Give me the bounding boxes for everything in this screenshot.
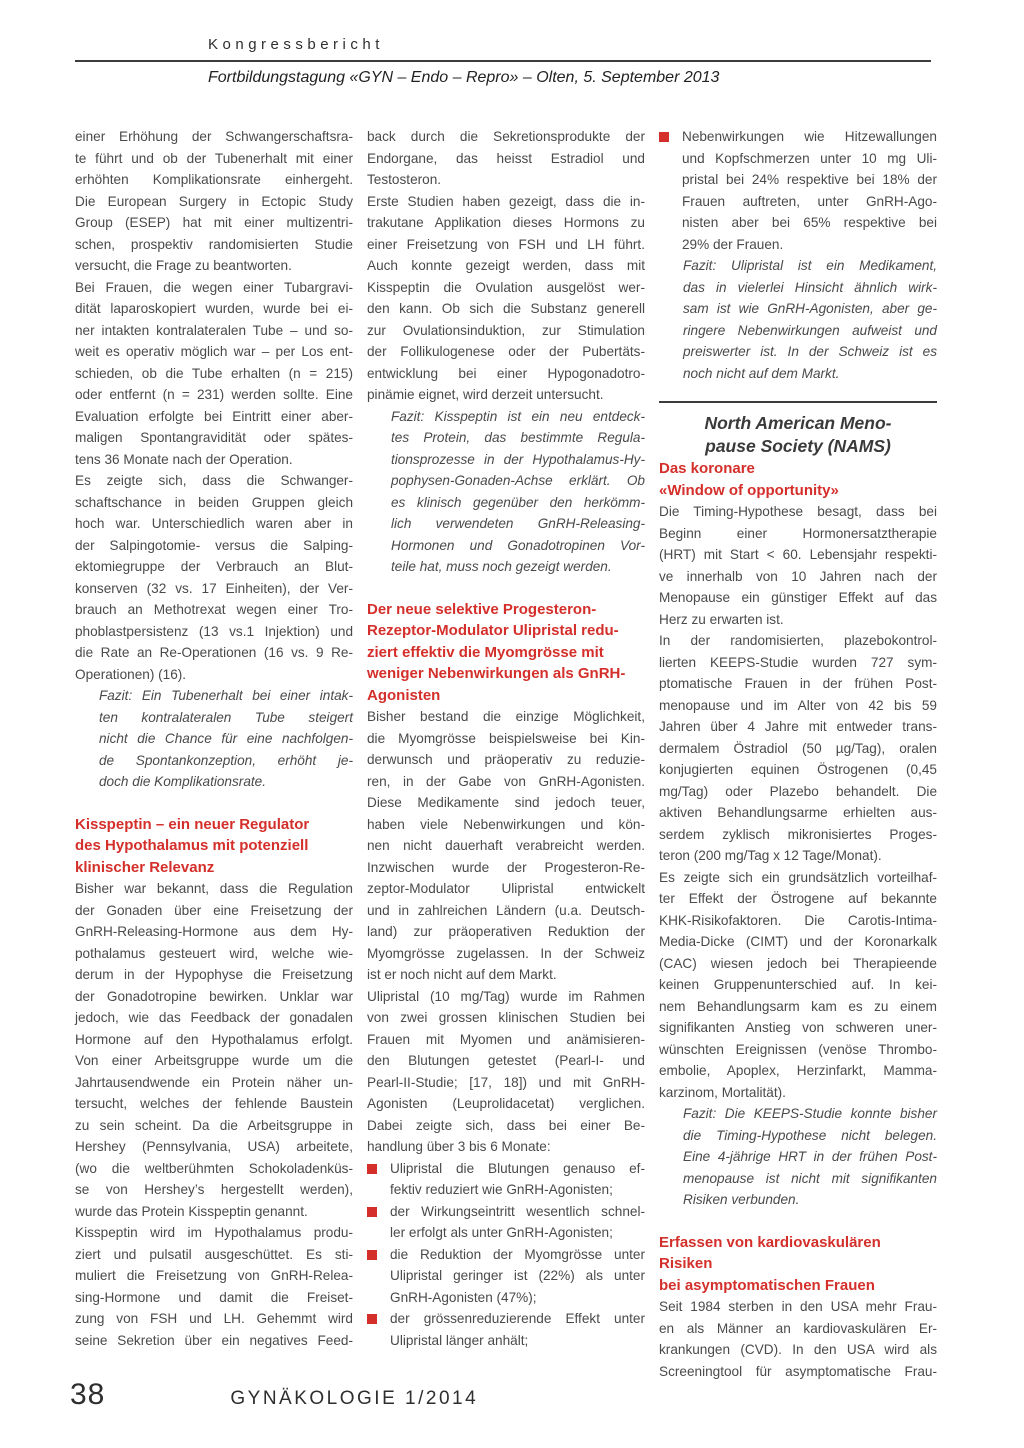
text-line: handlung über 3 bis 6 Monate: <box>367 1139 551 1154</box>
text-line: ner intakten kontralateralen Tube – und so- <box>75 322 353 338</box>
text-line: einer Freisetzung von FSH und LH führt. <box>367 236 645 252</box>
text-line: pophysen-Gonaden-Achse erklärt. Ob <box>391 473 645 488</box>
text-line: wurde das Protein Kisspeptin genannt. <box>75 1203 308 1219</box>
red-subheading <box>659 1232 937 1297</box>
text-line: fektiv reduziert wie GnRH-Agonisten; <box>390 1182 613 1197</box>
text-line: krankungen (CVD). In den USA wird als <box>659 1342 937 1357</box>
text-line: Jahrtausendwende ein Protein näher un- <box>75 1074 353 1090</box>
text-line: Ulipristal die Blutungen genauso ef- <box>390 1160 645 1176</box>
text-line: Fazit: Ulipristal ist ein Medikament, <box>683 258 937 273</box>
text-line: die Myomgrösse beispielsweise bei Kin- <box>367 730 645 746</box>
text-line: pristal bei 24% respektive bei 18% der <box>682 172 937 187</box>
text-line: Screeningtool für asymptomatische Frau- <box>659 1363 937 1379</box>
text-line: wünschten Ereignissen (venöse Thrombo- <box>659 1041 937 1057</box>
text-line: ringere Nebenwirkungen aufweist und <box>683 322 937 338</box>
text-line: Endorgane, das heisst Estradiol und <box>367 150 645 166</box>
text-line: (HRT) mit Start < 60. Lebensjahr respekti- <box>659 547 937 562</box>
body-paragraph <box>75 277 353 471</box>
text-line: sing-Hormone und damit die Freiset- <box>75 1289 353 1305</box>
text-line: Eine 4-jährige HRT in der frühen Post- <box>683 1149 937 1164</box>
text-line: pothalamus gesteuert wird, welche wie- <box>75 945 353 961</box>
text-line: erhöhten Komplikationsrate einhergeht. <box>75 172 353 187</box>
text-line: Menopause ein günstiger Effekt auf das <box>659 590 937 605</box>
text-line: sam ist wie GnRH-Agonisten, aber ge- <box>683 301 937 316</box>
heading-line: Rezeptor-Modulator Ulipristal redu- <box>367 622 619 639</box>
text-line: schieden, ob die Tube erhalten (n = 215) <box>75 365 353 381</box>
heading-line: klinischer Relevanz <box>75 858 215 876</box>
header-rule <box>75 60 931 62</box>
text-line: es klinisch gegenüber den herkömm- <box>391 494 645 510</box>
bullet-list <box>367 1158 645 1352</box>
text-line: tionsprozesse in der Hypothalamus-Hy- <box>391 451 645 467</box>
red-square-bullet-icon <box>367 1314 377 1324</box>
bullet-item <box>659 126 937 255</box>
article-columns <box>75 126 937 1382</box>
text-line: zu sein scheint. Da die Arbeitsgruppe in <box>75 1117 353 1133</box>
text-line: se von Hershey’s hergestellt werden), <box>75 1182 353 1197</box>
body-paragraph <box>367 986 645 1158</box>
text-line: schaftschance in beiden Gruppen gleich <box>75 494 353 510</box>
text-line: Es zeigte sich, dass die Schwanger- <box>75 473 353 488</box>
text-line: Evaluation erfolgte bei Eintritt einer aber- <box>75 408 353 424</box>
heading-line: Kisspeptin – ein neuer Regulator <box>75 815 310 833</box>
text-line: Seit 1984 sterben in den USA mehr Frau- <box>659 1299 937 1314</box>
text-line: das in vielerlei Hinsicht ähnlich wirk- <box>683 279 937 295</box>
text-line: von zwei grossen klinischen Studien bei <box>367 1010 645 1025</box>
text-line: phoblastpersistenz (13 vs.1 Injektion) und <box>75 623 353 639</box>
text-line: Group (ESEP) hat mit einer multizentri- <box>75 215 353 230</box>
text-line: Die Timing-Hypothese besagt, dass bei <box>659 504 937 519</box>
red-square-bullet-icon <box>367 1250 377 1260</box>
text-line: ten kontralateralen Tube steigert <box>99 709 353 725</box>
text-line: KHK-Risikofaktoren. Die Carotis-Intima- <box>659 912 937 928</box>
text-line: tes Protein, das bestimmte Regula- <box>391 430 645 445</box>
text-line: oder entfernt (n = 231) werden sollte. Eine <box>75 387 353 402</box>
text-line: Frauen mit Myomen und anämisieren- <box>367 1031 645 1047</box>
text-line: Agonisten (Leuprolidacetat) verglichen. <box>367 1096 645 1111</box>
text-line: die Timing-Hypothese nicht belegen. <box>683 1127 937 1143</box>
text-line: ler erfolgt als unter GnRH-Agonisten; <box>390 1225 613 1240</box>
bullet-item <box>367 1308 645 1351</box>
body-paragraph <box>659 630 937 867</box>
text-line: doch die Komplikationsrate. <box>99 774 266 789</box>
fazit-paragraph <box>75 685 353 793</box>
red-subheading <box>367 599 645 707</box>
text-line: Die European Surgery in Ectopic Study <box>75 193 353 209</box>
body-paragraph <box>75 1222 353 1351</box>
text-line: GnRH-Releasing-Hormone aus dem Hy- <box>75 924 353 939</box>
text-line: Hormonen und Gonadotropinen Vor- <box>391 537 645 553</box>
text-line: der Salpingotomie- versus die Salping- <box>75 537 353 553</box>
heading-line: weniger Nebenwirkungen als GnRH- <box>367 665 626 682</box>
fazit-paragraph <box>659 1103 937 1211</box>
text-line: Kisspeptin die Ovulation ausgelöst wer- <box>367 279 645 295</box>
body-paragraph <box>367 706 645 986</box>
society-section-title <box>659 412 937 458</box>
text-line: embolie, Apoplex, Herzinfarkt, Mamma- <box>659 1063 937 1078</box>
text-line: back durch die Sekretionsprodukte der <box>367 129 645 144</box>
heading-line: bei asymptomatischen Frauen <box>659 1276 875 1294</box>
heading-line: des Hypothalamus mit potenziell <box>75 837 309 854</box>
text-line: land) zur präoperativen Reduktion der <box>367 924 645 939</box>
page-header <box>75 36 931 87</box>
text-line: nen nicht dauerhaft verabreicht werden. <box>367 838 645 853</box>
text-line: serdem zyklisch mikronisiertes Proges- <box>659 826 937 842</box>
heading-line: ziert effektiv die Myomgrösse mit <box>367 643 604 661</box>
text-line: Beginn einer Hormonersatztherapie <box>659 525 937 541</box>
text-line: (CAC) wiesen jedoch bei Therapieende <box>659 955 937 971</box>
text-line: Pearl-II-Studie; [17, 18]) und mit GnRH- <box>367 1074 645 1090</box>
text-line: zung von FSH und LH. Gehemmt wird <box>75 1311 353 1326</box>
text-line: der Wirkungseintritt wesentlich schnel- <box>390 1203 645 1219</box>
bullet-item <box>367 1158 645 1201</box>
heading-line: Erfassen von kardiovaskulären Risiken <box>659 1233 881 1272</box>
text-line: den kann. Ob sich die Substanz generell <box>367 301 645 316</box>
text-line: teile hat, muss noch gezeigt werden. <box>391 559 612 574</box>
text-line: schen, prospektiv randomisierten Studie <box>75 236 353 252</box>
text-line: Fazit: Kisspeptin ist ein neu entdeck- <box>391 408 645 424</box>
red-subheading <box>659 458 937 501</box>
text-line: und Kopfschmerzen unter 10 mg Uli- <box>682 150 937 166</box>
column-2 <box>367 126 645 1382</box>
text-line: seine Sekretion über ein negatives Feed- <box>75 1332 353 1348</box>
text-line: GnRH-Agonisten (47%); <box>390 1289 537 1305</box>
text-line: nem Behandlungsarm kam es zu einem <box>659 998 937 1014</box>
text-line: Bei Frauen, die wegen einer Tubargravi- <box>75 279 353 295</box>
text-line: nicht die Chance für eine nachfolgen- <box>99 731 353 746</box>
text-line: Erste Studien haben gezeigt, dass die in- <box>367 193 645 209</box>
text-line: Fazit: Die KEEPS-Studie konnte bisher <box>683 1106 937 1121</box>
column-3 <box>659 126 937 1382</box>
text-line: versucht, die Frage zu beantworten. <box>75 258 292 273</box>
text-line: der Follikulogenese oder der Pubertäts- <box>367 344 645 359</box>
text-line: In der randomisierten, plazebokontrol- <box>659 633 937 648</box>
bullet-item <box>367 1244 645 1309</box>
text-line: (wo die weltberühmten Schokoladenküs- <box>75 1160 353 1176</box>
text-line: ren, in der Gabe von GnRH-Agonisten. <box>367 773 645 789</box>
red-square-bullet-icon <box>367 1164 377 1174</box>
text-line: der grössenreduzierende Effekt unter <box>390 1311 645 1326</box>
text-line: muliert die Freisetzung von GnRH-Relea- <box>75 1268 353 1283</box>
body-paragraph <box>659 501 937 630</box>
body-paragraph <box>75 878 353 1222</box>
text-line: en als Männer an kardiovaskulären Er- <box>659 1320 937 1336</box>
text-line: hoch war. Unterschiedlich waren aber in <box>75 516 353 531</box>
text-line: die Reduktion der Myomgrösse unter <box>390 1246 645 1262</box>
text-line: Testosteron. <box>367 172 442 187</box>
text-line: den Blutungen getestet (Pearl-I- und <box>367 1053 645 1068</box>
text-line: lierten KEEPS-Studie wurden 727 sym- <box>659 654 937 670</box>
text-line: ziert und pulsatil ausgeschüttet. Es sti- <box>75 1246 353 1262</box>
journal-title: GYNÄKOLOGIE 1/2014 <box>230 1388 479 1409</box>
red-square-bullet-icon <box>367 1207 377 1217</box>
text-line: 29% der Frauen. <box>682 236 784 252</box>
text-line: einer Erhöhung der Schwangerschaftsra- <box>75 129 353 144</box>
text-line: ist er noch nicht auf dem Markt. <box>367 967 557 982</box>
text-line: Ulipristal länger anhält; <box>390 1332 529 1348</box>
text-line: der Gonaden über eine Freisetzung der <box>75 902 353 918</box>
text-line: Ulipristal (10 mg/Tag) wurde im Rahmen <box>367 988 645 1004</box>
section-kicker: Kongressbericht <box>208 36 384 53</box>
text-line: tens 36 Monate nach der Operation. <box>75 451 293 467</box>
heading-line: Das koronare <box>659 460 755 477</box>
text-line: Diese Medikamente sind jedoch teuer, <box>367 795 645 810</box>
text-line: konserven (32 vs. 17 Einheiten), der Ver- <box>75 580 353 596</box>
page-footer <box>70 1378 478 1412</box>
text-line: signifikanten Anstieg von schweren uner- <box>659 1020 937 1035</box>
text-line: nisten aber bei 65% respektive bei <box>682 215 937 230</box>
red-square-bullet-icon <box>659 132 669 142</box>
page-number: 38 <box>70 1378 106 1411</box>
text-line: die Rate an Re-Operationen (16 vs. 9 Re- <box>75 645 353 660</box>
bullet-list <box>659 126 937 255</box>
text-line: Auch konnte gezeigt werden, dass mit <box>367 258 645 273</box>
text-line: teron (200 mg/Tag x 12 Tage/Monat). <box>659 848 882 863</box>
text-line: haben viele Nebenwirkungen und kön- <box>367 816 645 832</box>
text-line: ter Effekt der Östrogene auf bekannte <box>659 891 937 906</box>
text-line: Dabei zeigte sich, dass bei einer Be- <box>367 1117 645 1133</box>
body-paragraph <box>659 1296 937 1382</box>
text-line: Hormone auf den Hypothalamus erfolgt. <box>75 1031 353 1047</box>
text-line: karzinom, Mortalität). <box>659 1084 786 1100</box>
text-line: dität laparoskopiert wurden, wurde bei ei- <box>75 301 353 316</box>
section-divider-rule <box>659 401 937 403</box>
text-line: lich verwendeten GnRH-Releasing- <box>391 516 645 531</box>
text-line: Bisher bestand die einzige Möglichkeit, <box>367 709 645 724</box>
text-line: te führt und ob der Tubenerhalt mit einer <box>75 150 353 166</box>
body-paragraph <box>75 470 353 685</box>
heading-line: Agonisten <box>367 686 441 704</box>
heading-line: «Window of opportunity» <box>659 481 839 499</box>
text-line: Risiken verbunden. <box>683 1192 800 1207</box>
text-line: aktiven Behandlungsarme erhielten aus- <box>659 805 937 820</box>
text-line: keinen Gruppenunterschied auf. In kei- <box>659 977 937 992</box>
text-line: ptomatische Frauen in der frühen Post- <box>659 676 937 691</box>
text-line: tersucht, welches der fehlende Baustein <box>75 1096 353 1111</box>
text-line: derwunsch und präoperativ zu reduzie- <box>367 752 645 767</box>
event-subtitle: Fortbildungstagung «GYN – Endo – Repro» – Olten, 5. September 2013 <box>208 69 720 86</box>
text-line: Nebenwirkungen wie Hitzewallungen <box>682 129 937 144</box>
text-line: Ulipristal geringer ist (22%) als unter <box>390 1268 645 1283</box>
body-paragraph <box>659 867 937 1104</box>
text-line: konjugierten equinen Östrogenen (0,45 <box>659 762 937 777</box>
text-line: Frauen auftreten, unter GnRH-Ago- <box>682 193 937 209</box>
column-1 <box>75 126 353 1382</box>
text-line: derum in der Hypophyse die Freisetzung <box>75 967 353 982</box>
body-paragraph <box>367 126 645 191</box>
text-line: ektomiegruppe der Verbrauch an Blut- <box>75 559 353 574</box>
text-line: de Spontankonzeption, erhöht je- <box>99 752 353 768</box>
text-line: dermalem Östradiol (50 µg/Tag), oralen <box>659 740 937 756</box>
text-line: pinämie eignet, wird derzeit untersucht. <box>367 387 604 402</box>
text-line: Hershey (Pennsylvania, USA) arbeitete, <box>75 1139 353 1154</box>
bullet-item <box>367 1201 645 1244</box>
text-line: brauch an Methotrexat wegen einer Tro- <box>75 602 353 617</box>
text-line: Kisspeptin wird im Hypothalamus produ- <box>75 1225 353 1240</box>
text-line: weit es operativ möglich war – per Los ent- <box>75 344 353 359</box>
text-line: Inzwischen wurde der Progesteron-Re- <box>367 859 645 875</box>
text-line: zeptor-Modulator Ulipristal entwickelt <box>367 881 645 896</box>
text-line: Von einer Arbeitsgruppe wurde um die <box>75 1053 353 1068</box>
body-paragraph <box>75 126 353 277</box>
text-line: menopause und im Alter von 42 bis 59 <box>659 697 937 713</box>
heading-line: Der neue selektive Progesteron- <box>367 600 597 618</box>
text-line: Myomgrösse zugelassen. In der Schweiz <box>367 945 645 961</box>
title-line: pause Society (NAMS) <box>705 436 891 456</box>
text-line: menopause ist nicht mit signifikanten <box>683 1170 937 1186</box>
text-line: trakutane Applikation dieses Hormons zu <box>367 215 645 230</box>
text-line: der Gonadotropine bewirken. Unklar war <box>75 988 353 1004</box>
body-paragraph <box>367 191 645 406</box>
text-line: und in zahlreichen Ländern (u.a. Deutsch- <box>367 902 645 918</box>
text-line: Herz zu erwarten ist. <box>659 611 784 627</box>
fazit-paragraph <box>367 406 645 578</box>
fazit-paragraph <box>659 255 937 384</box>
text-line: mg/Tag) oder Plazebo behandelt. Die <box>659 783 937 799</box>
text-line: maligen Spontangravidität oder spätes- <box>75 430 353 445</box>
text-line: preiswerter ist. In der Schweiz ist es <box>683 344 937 359</box>
text-line: Operationen) (16). <box>75 666 187 682</box>
text-line: noch nicht auf dem Markt. <box>683 365 840 381</box>
text-line: ve innerhalb von 10 Jahren nach der <box>659 568 937 584</box>
text-line: Es zeigte sich ein grundsätzlich vorteilhaf- <box>659 869 937 885</box>
text-line: jedoch, wie das Feedback der gonadalen <box>75 1010 353 1025</box>
text-line: Bisher war bekannt, dass die Regulation <box>75 881 353 896</box>
text-line: entwicklung bei einer Hypogonadotro- <box>367 365 645 381</box>
text-line: Fazit: Ein Tubenerhalt bei einer intak- <box>99 688 353 703</box>
text-line: Media-Dicke (CIMT) und der Koronarkalk <box>659 934 937 949</box>
text-line: zur Ovulationsinduktion, zur Stimulation <box>367 322 645 338</box>
title-line: North American Meno- <box>704 413 892 433</box>
red-subheading <box>75 814 353 879</box>
text-line: Jahren über 4 Jahre mit entweder trans- <box>659 719 937 734</box>
